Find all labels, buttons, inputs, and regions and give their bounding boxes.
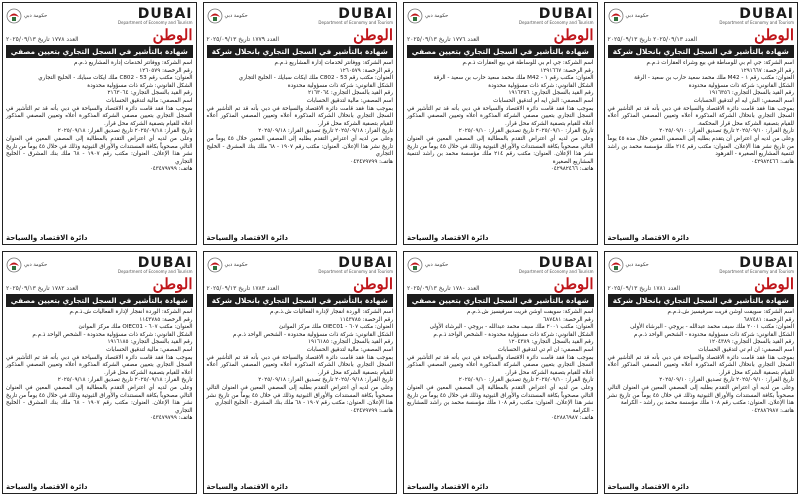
emblem-text: حكومة دبي	[224, 262, 248, 268]
paper-row	[207, 28, 394, 43]
paper-row	[6, 277, 193, 292]
falcon-emblem-icon	[207, 257, 223, 273]
dubai-logo	[117, 5, 193, 25]
dubai-logo-word: DUBAI	[338, 254, 393, 271]
paper-row	[207, 277, 394, 292]
notice-line: هاتف: ٠٤٣٤٧٩٧٩٩	[350, 158, 393, 165]
notice-body	[608, 309, 795, 415]
notice-line: العنوان: مكتب ٦٠٧ - OIEC01 ملك مركز الموانئ	[78, 324, 193, 331]
emblem-text: حكومة دبي	[24, 13, 48, 19]
dubai-logo	[719, 5, 794, 25]
dubai-logo-word: DUBAI	[739, 5, 794, 22]
notice-line: اسم المصفي: ان ام تي لتدقيق الحسابات	[698, 346, 794, 353]
notice-body	[407, 309, 594, 423]
dubai-logo-word: DUBAI	[538, 254, 594, 271]
notice-line: رقم الرخصة: ١٢٦٠٥٧٩	[339, 67, 393, 74]
newspaper-name: الوطن	[152, 26, 193, 44]
newspaper-name: الوطن	[353, 26, 393, 44]
emblem-text: حكومة دبي	[224, 13, 248, 19]
notice-line: بموجب هذا فقد قامت دائرة الاقتصاد والسياحة في دبي بأنه قد تم التأشير في السجل التجاري بانحلال الشركة المذكورة أعلاه وتعيين المصفي المذكور أعلاه للقيام بتصفية الشركة محل قرار المحكمة.	[607, 105, 794, 127]
notice-line: بموجب هذا فقد قامت دائرة الاقتصاد والسياحة في دبي بأنه قد تم التأشير في السجل التجاري بتعيين مصفي الشركة المذكورة أعلاه وتعيين المصفي المذكور أعلاه للقيام بتصفية الشركة محل قرار.	[407, 105, 594, 127]
issue-date-line: العدد ١٧٧٨ تاريخ ٢٠٢٥/٠٩/١٣	[6, 36, 79, 43]
notice-line: رقم القيد بالسجل التجاري: ١٢٠٤٣٨٩	[508, 339, 594, 346]
notice-title: شهادة بالتأشير في السجل التجاري بتعيين مصفي	[407, 45, 594, 58]
dubai-logo-subtitle: Department of Economy and Tourism	[318, 268, 393, 274]
dubai-logo	[318, 254, 393, 274]
notice-1	[604, 2, 799, 245]
notice-line: تاريخ القرار: ٢٠٢٥/٠٩/١٨ تاريخ تصديق القرار: ٢٠٢٥/٠٩/١٨	[57, 128, 193, 135]
paper-row	[608, 28, 795, 43]
falcon-emblem-icon	[608, 257, 624, 273]
notice-line: الشكل القانوني: شركة ذات مسؤولية محدودة	[87, 82, 193, 89]
newspaper-name: الوطن	[553, 26, 594, 44]
notice-2	[403, 2, 598, 245]
notice-line: رقم القيد بالسجل التجاري: ١٩١٦٣٥٦	[508, 90, 594, 97]
paper-row	[407, 277, 594, 292]
notice-line: هاتف: ٠٤٣٤٧٩٧٩٩	[149, 415, 193, 422]
notice-header	[608, 254, 795, 276]
notice-line: تاريخ القرار: ٢٠٢٥/٠٩/١٠ تاريخ تصديق القرار: ٢٠٢٥/٠٩/١٠	[458, 377, 594, 384]
notice-line: رقم الرخصة: ١١٤٣٧٨٥	[339, 316, 393, 323]
dubai-logo-subtitle: Department of Economy and Tourism	[518, 19, 594, 25]
notice-title: شهادة بالتأشير في السجل التجاري بانحلال شركة	[207, 45, 394, 58]
notice-header	[6, 254, 193, 276]
notice-line: هاتف: ٠٤٢٩٨٢٤٦٦	[550, 166, 594, 173]
notice-footer	[407, 234, 594, 242]
notice-line: العنوان: مكتب رقم C802 - 53 ملك ايكات سبايك - الخليج التجاري	[38, 75, 193, 82]
falcon-emblem-icon	[6, 8, 22, 24]
notice-line: رقم القيد بالسجل التجاري: ١٩١٦١٨٥	[107, 339, 193, 346]
falcon-emblem-icon	[207, 8, 223, 24]
notice-line: رقم القيد بالسجل التجاري: ١٩١٦٣٥٦	[709, 90, 794, 97]
dubai-government-emblem	[207, 257, 248, 273]
notice-line: اسم الشركة: جي ام بي للوساطة في بيع وشراء العقارات ذ.م.م	[646, 60, 794, 66]
notice-line: بموجب هذا فقد قامت دائرة الاقتصاد والسياحة في دبي بأنه قد تم التأشير في السجل التجاري بتعيين مصفي الشركة المذكورة أعلاه وتعيين المصفي المذكور أعلاه للقيام بتصفية الشركة محل قرار.	[6, 105, 193, 127]
footer-department: دائرة الاقتصاد والسياحة	[6, 234, 88, 242]
notice-line: هاتف: ٠٤٢٨٨٦٩٨٧	[550, 415, 594, 422]
notice-line: اسم المصفي: مالية لتدقيق الحسابات	[306, 97, 393, 104]
dubai-government-emblem	[6, 257, 47, 273]
dubai-government-emblem	[407, 257, 448, 273]
notice-line: اسم الشركة: جي ام بي للوساطة في بيع العقارات ذ.م.م	[462, 60, 594, 66]
notice-line: هاتف: ٠٤٢٩٨٢٤٦٦	[751, 158, 794, 165]
notice-line: بموجب هذا فقد قامت دائرة الاقتصاد والسياحة في دبي بأنه قد تم التأشير في السجل التجاري بتعيين مصفي الشركة المذكورة أعلاه وتعيين المصفي المذكور أعلاه للقيام بتصفية الشركة محل قرار.	[407, 354, 594, 376]
notice-line: رقم القيد بالسجل التجاري: ١٩١٦١٨٥	[308, 339, 393, 346]
notice-line: العنوان: مكتب رقم C802 - 53 ملك ايكات سبايك - الخليج التجاري	[238, 75, 393, 82]
notice-title: شهادة بالتأشير في السجل التجاري بتعيين مصفي	[6, 294, 193, 307]
footer-department: دائرة الاقتصاد والسياحة	[206, 483, 288, 491]
paper-row	[6, 28, 193, 43]
notice-header	[207, 5, 394, 27]
notice-5	[604, 251, 799, 494]
notice-line: تاريخ القرار: ٢٠٢٥/٠٩/١٨ تاريخ تصديق القرار: ٢٠٢٥/٠٩/١٨	[258, 128, 393, 135]
notice-line: رقم الرخصة: ٦٨٧٤٨١	[543, 316, 594, 323]
notice-line: اسم المصفي: ان ام تي لتدقيق الحسابات	[497, 346, 594, 353]
notice-line: وعلى من لديه أي اعتراض أن يتقدم بطلبه إلى المصفي المعين خلال مدة ٤٥ يوماً من تاريخ نشر هذا الإعلان. العنوان: مكتب رقم ٢١٤ ملك مؤسسة محمد بن راشد لتنمية المشاريع الصغيرة - القرهود	[607, 135, 794, 158]
emblem-text: حكومة دبي	[625, 13, 649, 19]
notice-line: وعلى من لديه أي اعتراض التقدم بالمطالبة إلى المصفي المعين في العنوان التالي مصحوباً بكافة المستندات والأوراق الثبوتية وذلك في خلال ٤٥ يوماً من تاريخ نشر هذا الإعلان. العنوان: مكتب رقم ١٩٠٧ - ٦٨ ملك بنك المشرق - الخليج التجاري	[6, 135, 193, 165]
notice-line: الشكل القانوني: شركة ذات مسؤولية محدودة	[488, 82, 594, 89]
notice-line: تاريخ القرار: ٢٠٢٥/٠٩/١٨ تاريخ تصديق القرار: ٢٠٢٥/٠٩/١٨	[258, 377, 393, 384]
footer-department: دائرة الاقتصاد والسياحة	[607, 234, 689, 242]
dubai-logo	[318, 5, 393, 25]
footer-department: دائرة الاقتصاد والسياحة	[607, 483, 689, 491]
dubai-logo-subtitle: Department of Economy and Tourism	[719, 19, 794, 25]
notice-7	[203, 251, 398, 494]
notice-line: هاتف: ٠٤٣٤٧٩٧٩٩	[350, 407, 393, 414]
dubai-logo-word: DUBAI	[538, 5, 594, 22]
notice-line: تاريخ القرار: ٢٠٢٥/٠٩/١٠ تاريخ تصديق القرار: ٢٠٢٥/٠٩/١٠	[659, 128, 794, 135]
notice-line: رقم الرخصة: ١٢٦٠٥٧٩	[139, 67, 193, 74]
notice-title: شهادة بالتأشير في السجل التجاري بانحلال شركة	[207, 294, 394, 307]
notice-line: بموجب هذا فقد قامت دائرة الاقتصاد والسياحة في دبي بأنه قد تم التأشير في السجل التجاري بتعيين مصفي الشركة المذكورة أعلاه وتعيين المصفي المذكور أعلاه للقيام بتصفية الشركة محل قرار.	[6, 354, 193, 376]
newspaper-name: الوطن	[754, 26, 794, 44]
dubai-logo-word: DUBAI	[739, 254, 794, 271]
notice-body	[608, 60, 795, 166]
notice-body	[207, 309, 394, 415]
falcon-emblem-icon	[608, 8, 624, 24]
notice-title: شهادة بالتأشير في السجل التجاري بانحلال شركة	[608, 294, 795, 307]
footer-department: دائرة الاقتصاد والسياحة	[6, 483, 88, 491]
dubai-government-emblem	[407, 8, 448, 24]
dubai-logo-subtitle: Department of Economy and Tourism	[318, 19, 393, 25]
emblem-text: حكومة دبي	[24, 262, 48, 268]
notice-line: وعلى من لديه أي اعتراض التقدم بالمطالبة إلى المصفي المعين في العنوان التالي مصحوباً بكافة المستندات والأوراق الثبوتية وذلك في خلال ٤٥ يوماً من تاريخ نشر هذا الإعلان. العنوان: مكتب رقم ١٩٠٧ - ٦٨ ملك بنك المشرق - الخليج التجاري	[6, 384, 193, 414]
notice-line: رقم الرخصة: ١١٤٣٧٨٥	[139, 316, 193, 323]
notice-line: الشكل القانوني: شركة ذات مسؤولية محدودة - الشخص الواحد ذ.م.م	[633, 331, 794, 338]
notice-line: اسم المصفي: مالية لتدقيق الحسابات	[106, 346, 193, 353]
notice-line: رقم الرخصة: ٦٨٧٤٨١	[743, 316, 794, 323]
dubai-logo-word: DUBAI	[137, 5, 193, 22]
dubai-logo	[518, 5, 594, 25]
emblem-text: حكومة دبي	[425, 262, 449, 268]
notice-line: اسم الشركة: ووفانتر لخدمات إدارة المشاريع ذ.م.م	[74, 60, 193, 66]
paper-row	[407, 28, 594, 43]
notice-line: اسم المصفي: مالية لتدقيق الحسابات	[106, 97, 193, 104]
notice-line: العنوان: مكتب رقم ١ - M42 ملك محمد سعيد حارب بن سعيد - الرقة	[433, 75, 594, 82]
dubai-logo	[518, 254, 594, 274]
dubai-logo-subtitle: Department of Economy and Tourism	[117, 268, 193, 274]
notice-line: اسم الشركة: ووفانتر لخدمات إدارة المشاريع ذ.م.م	[274, 60, 393, 66]
notice-line: رقم القيد بالسجل التجاري: ١٢٠٤٣٨٩	[709, 339, 794, 346]
notice-line: اسم المصفي: الش ايه ام لتدقيق الحسابات	[693, 97, 794, 104]
notice-line: وعلى من لديه أي اعتراض التقدم بطلبه إلى المصفي المعين خلال ٤٥ يوماً من تاريخ نشر هذا الإعلان. العنوان: مكتب رقم ١٩٠٧ - ٦٨ ملك بنك المشرق - الخليج التجاري	[206, 135, 394, 158]
notice-header	[6, 5, 193, 27]
dubai-logo-word: DUBAI	[338, 5, 393, 22]
notice-line: الشكل القانوني: شركة ذات مسؤولية محدودة - الشخص الواحد ذ.م.م	[433, 331, 594, 338]
notice-line: العنوان: مكتب ٢٠٠١ ملك سيف محمد عبدالله - بروجي - البرشاء الأولى	[630, 324, 794, 331]
notice-footer	[207, 483, 394, 491]
issue-date-line: العدد ١٧٨٢ تاريخ ٢٠٢٥/٠٩/١٣	[6, 285, 79, 292]
notice-line: الشكل القانوني: شركة ذات مسؤولية محدودة - الشخص الواحد ذ.م.م	[232, 331, 393, 338]
emblem-text: حكومة دبي	[425, 13, 449, 19]
issue-date-line: العدد ١٧٨٠ تاريخ ٢٠٢٥/٠٩/١٣	[407, 285, 480, 292]
notice-footer	[608, 234, 795, 242]
notice-line: اسم المصفي: مالية لتدقيق الحسابات	[306, 346, 393, 353]
notice-body	[6, 309, 193, 423]
notice-line: هاتف: ٠٤٢٨٨٦٩٨٧	[751, 407, 794, 414]
notice-body	[6, 60, 193, 174]
notice-line: تاريخ القرار: ٢٠٢٥/٠٩/١٠ تاريخ تصديق القرار: ٢٠٢٥/٠٩/١٠	[458, 128, 594, 135]
notice-body	[207, 60, 394, 166]
footer-department: دائرة الاقتصاد والسياحة	[407, 234, 489, 242]
notice-footer	[207, 234, 394, 242]
footer-department: دائرة الاقتصاد والسياحة	[206, 234, 288, 242]
notice-line: وعلى من لديه أي اعتراض التقدم بالمطالبة إلى المصفي المعين في العنوان التالي مصحوباً بكافة المستندات والأوراق الثبوتية وذلك في خلال ٤٥ يوماً من تاريخ نشر هذا الإعلان. العنوان: مكتب رقم ١٠٨ ملك مؤسسة محمد بن راشد للمشاريع - الكرامة	[407, 384, 594, 414]
notice-title: شهادة بالتأشير في السجل التجاري بانحلال شركة	[608, 45, 795, 58]
newspaper-name: الوطن	[353, 275, 393, 293]
dubai-logo-subtitle: Department of Economy and Tourism	[518, 268, 594, 274]
newspaper-name: الوطن	[553, 275, 594, 293]
notice-line: هاتف: ٠٤٣٤٧٩٧٩٩	[149, 166, 193, 173]
dubai-logo	[117, 254, 193, 274]
issue-date-line: العدد ١٧٧٦ تاريخ ٢٠٢٥/٠٩/١٣	[407, 36, 480, 43]
emblem-text: حكومة دبي	[625, 262, 649, 268]
notice-line: رقم الرخصة: ١٢٩١٦٦٧	[540, 67, 594, 74]
dubai-government-emblem	[608, 257, 649, 273]
issue-date-line: العدد ١٧٨١ تاريخ ٢٠٢٥/٠٩/١٣	[607, 285, 681, 292]
notice-line: رقم القيد بالسجل التجاري: ٢١٦٣٠٦٤	[308, 90, 393, 97]
falcon-emblem-icon	[407, 257, 423, 273]
notice-line: اسم الشركة: الوردة انفجار لإدارة الفعاليات ش.ذ.م.م	[69, 309, 193, 315]
notice-footer	[6, 234, 193, 242]
notice-footer	[6, 483, 193, 491]
notice-line: اسم الشركة: سويفت اوشن فريت سرفيسيز ش.ذ.م.م	[467, 309, 594, 315]
paper-row	[608, 277, 795, 292]
notice-8	[2, 251, 197, 494]
notice-footer	[407, 483, 594, 491]
notice-line: الشكل القانوني: شركة ذات مسؤولية محدودة	[688, 82, 794, 89]
dubai-logo	[719, 254, 794, 274]
notice-line: بموجب هذا فقد قامت دائرة الاقتصاد والسياحة في دبي بأنه قد تم التأشير في السجل التجاري بانحلال الشركة المذكورة أعلاه وتعيين المصفي المذكور أعلاه للقيام بتصفية الشركة محل قرار.	[206, 105, 393, 127]
notice-header	[407, 5, 594, 27]
issue-date-line: العدد ٢٠٢٥/٠٩/١٣ تاريخ ٢٠٢٥/٠٩/١٣	[607, 36, 698, 43]
notice-4	[2, 2, 197, 245]
notice-title: شهادة بالتأشير في السجل التجاري بتعيين مصفي	[407, 294, 594, 307]
notices-grid	[2, 2, 798, 494]
notice-line: بموجب هذا فقد قامت دائرة الاقتصاد والسياحة في دبي بأنه قد تم التأشير في السجل التجاري بانحلال الشركة المذكورة أعلاه وتعيين المصفي المذكور أعلاه للقيام بتصفية الشركة محل قرار.	[607, 354, 794, 376]
dubai-government-emblem	[207, 8, 248, 24]
notice-header	[207, 254, 394, 276]
notice-title: شهادة بالتأشير في السجل التجاري بتعيين مصفي	[6, 45, 193, 58]
notice-line: بموجب هذا فقد قامت دائرة الاقتصاد والسياحة في دبي بأنه قد تم التأشير في السجل التجاري بانحلال الشركة المذكورة أعلاه وتعيين المصفي المذكور أعلاه للقيام بتصفية الشركة محل قرار.	[206, 354, 393, 376]
notice-body	[407, 60, 594, 174]
notice-line: تاريخ القرار: ٢٠٢٥/٠٩/١٨ تاريخ تصديق القرار: ٢٠٢٥/٠٩/١٨	[57, 377, 193, 384]
issue-date-line: العدد ١٧٨٣ تاريخ ٢٠٢٥/٠٩/١٣	[206, 285, 280, 292]
notice-header	[407, 254, 594, 276]
dubai-logo-word: DUBAI	[137, 254, 193, 271]
notice-line: وعلى من لديه أي اعتراض التقدم بالمطالبة إلى المصفي المعين في العنوان التالي مصحوباً بكافة المستندات والأوراق الثبوتية وذلك في خلال ٤٥ يوماً من تاريخ نشر هذا الإعلان. العنوان: مكتب رقم ٢١٤ ملك مؤسسة محمد بن راشد لتنمية المشاريع الصغيرة	[407, 135, 594, 165]
notice-header	[608, 5, 795, 27]
notice-line: وعلى من لديه أي اعتراض التقدم بطلبه إلى المصفي المعين في العنوان التالي مصحوباً بكافة المستندات والأوراق الثبوتية وذلك في خلال ٤٥ يوماً من تاريخ نشر هذا الإعلان. العنوان: مكتب رقم ١٠٨ ملك مؤسسة محمد بن راشد - الكرامة	[607, 384, 794, 407]
newspaper-name: الوطن	[754, 275, 794, 293]
notice-line: رقم الرخصة: ١٢٩١٦٦٧	[740, 67, 794, 74]
notice-line: تاريخ القرار: ٢٠٢٥/٠٩/١٠ تاريخ تصديق القرار: ٢٠٢٥/٠٩/١٠	[659, 377, 794, 384]
notice-line: وعلى من لديه أي اعتراض التقدم بطلبه إلى المصفي المعين في العنوان التالي مصحوباً بكافة المستندات والأوراق الثبوتية وذلك في خلال ٤٥ يوماً من تاريخ نشر هذا الإعلان. العنوان: مكتب رقم ١٩٠٧ - ٦٨ ملك بنك المشرق - الخليج التجاري	[206, 384, 393, 407]
dubai-government-emblem	[6, 8, 47, 24]
issue-date-line: العدد ١٧٧٩ تاريخ ٢٠٢٥/٠٩/١٣	[206, 36, 280, 43]
newspaper-name: الوطن	[152, 275, 193, 293]
dubai-logo-subtitle: Department of Economy and Tourism	[117, 19, 193, 25]
notice-line: العنوان: مكتب رقم ١ - M42 ملك محمد سعيد حارب بن سعيد - الرقة	[634, 75, 794, 82]
notice-line: الشكل القانوني: شركة ذات مسؤولية محدودة	[287, 82, 393, 89]
notice-line: الشكل القانوني: شركة ذات مسؤولية محدودة - الشخص الواحد ذ.م.م	[32, 331, 193, 338]
notice-line: اسم الشركة: الوردة انفجار لإدارة الفعاليات ش.ذ.م.م	[269, 309, 393, 315]
dubai-government-emblem	[608, 8, 649, 24]
notice-line: العنوان: مكتب ٦٠٧ - OIEC01 ملك مركز الموانئ	[278, 324, 393, 331]
notice-line: اسم الشركة: سويفت اوشن فريت سرفيسيز ش.ذ.م.م	[667, 309, 794, 315]
footer-department: دائرة الاقتصاد والسياحة	[407, 483, 489, 491]
notice-line: العنوان: مكتب ٢٠٠١ ملك سيف محمد عبدالله - بروجي - البرشاء الأولى	[429, 324, 594, 331]
falcon-emblem-icon	[407, 8, 423, 24]
notice-line: رقم القيد بالسجل التجاري: ٢١٦٣٠٦٤	[107, 90, 193, 97]
notice-6	[403, 251, 598, 494]
notice-footer	[608, 483, 795, 491]
notice-3	[203, 2, 398, 245]
dubai-logo-subtitle: Department of Economy and Tourism	[719, 268, 794, 274]
notice-line: اسم المصفي: الش ايه ام لتدقيق الحسابات	[493, 97, 594, 104]
falcon-emblem-icon	[6, 257, 22, 273]
